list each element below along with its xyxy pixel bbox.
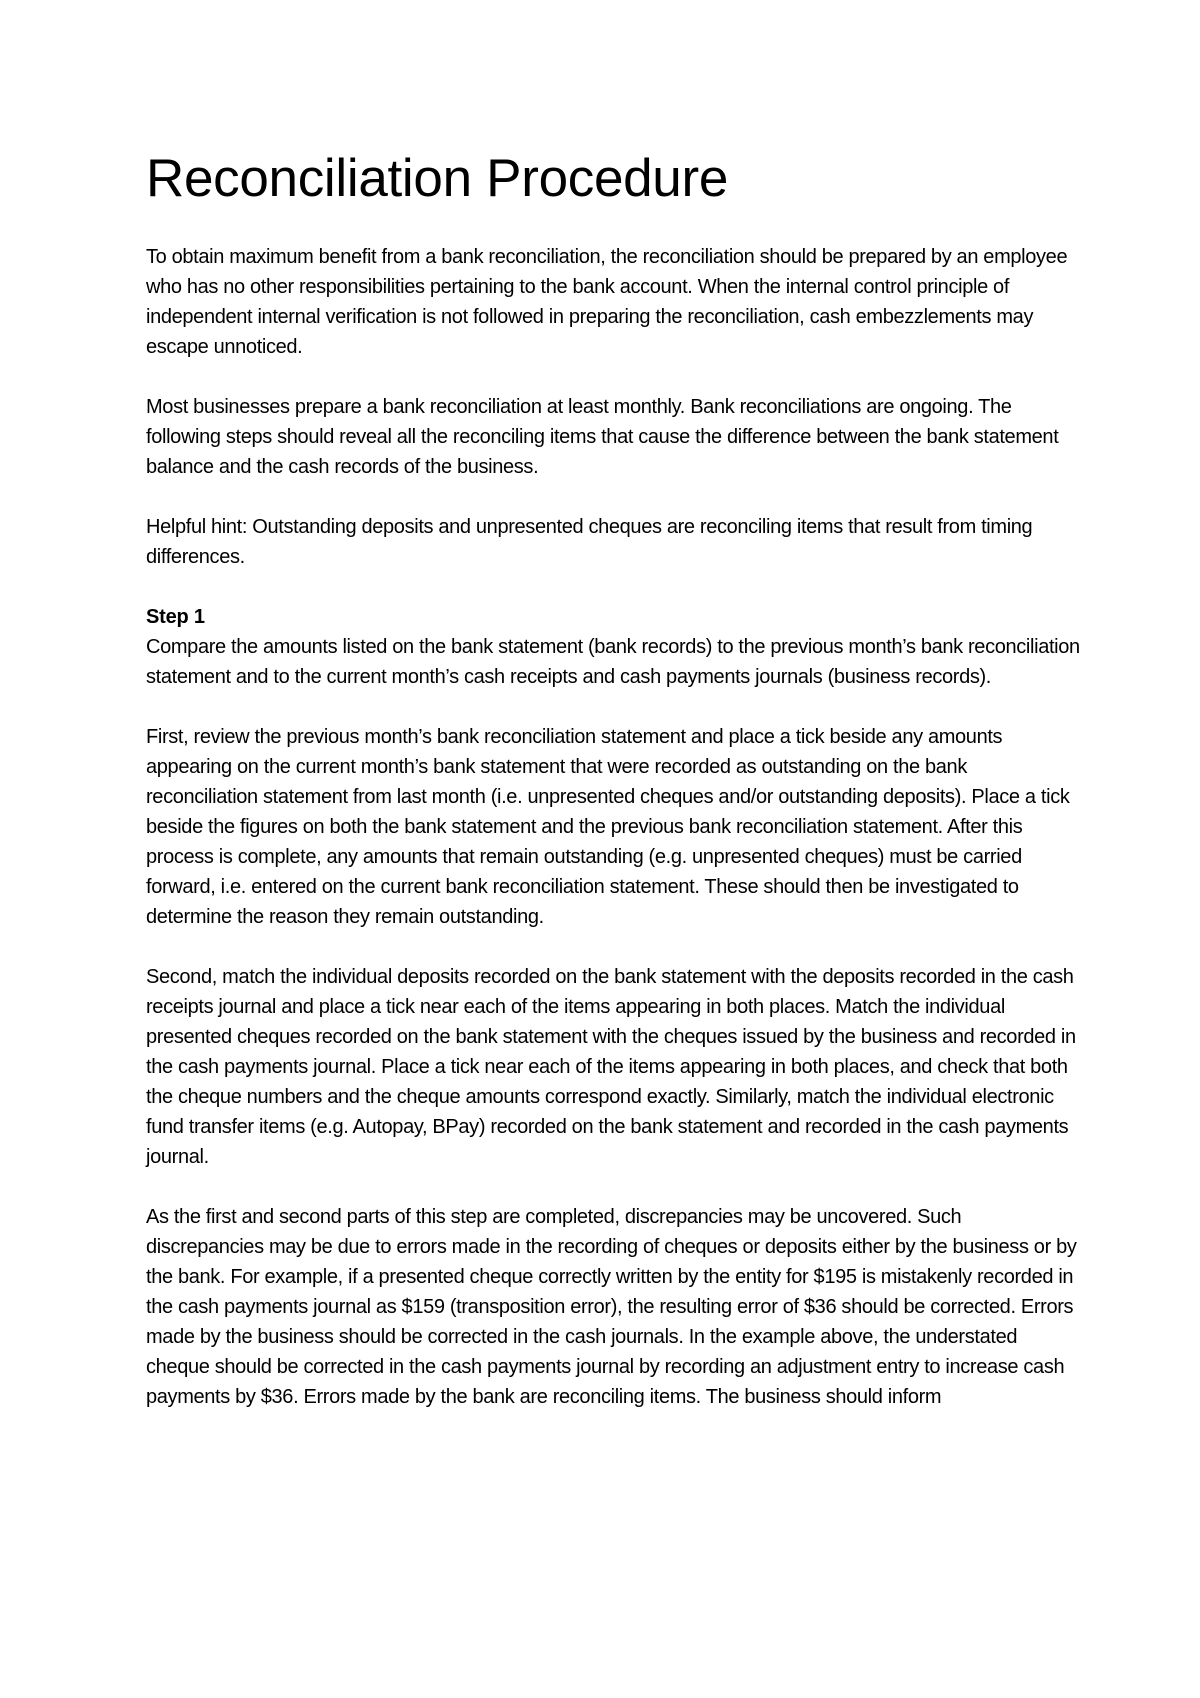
paragraph-monthly-reconciliation: Most businesses prepare a bank reconciliation at least monthly. Bank reconciliations are ongoing. The following steps should reveal all the reconciling items that cause the difference between the bank statement balance and the cash records of the business. <box>146 396 1059 478</box>
paragraph-reviewer-independence: To obtain maximum benefit from a bank reconciliation, the reconciliation should be prepared by an employee who has no other responsibilities pertaining to the bank account. When the internal control principle of independent internal verification is not followed in preparing the reconciliation, cash embezzlements may escape unnoticed. <box>146 246 1068 358</box>
paragraph-first-review: First, review the previous month’s bank reconciliation statement and place a tick beside any amounts appearing on the current month’s bank statement that were recorded as outstanding on the bank reconciliation statement from last month (i.e. unpresented cheques and/or outstanding deposits). Place a tick beside the figures on both the bank statement and the previous bank reconciliation statement. After this process is complete, any amounts that remain outstanding (e.g. unpresented cheques) must be carried forward, i.e. entered on the current bank reconciliation statement. These should then be investigated to determine the reason they remain outstanding. <box>146 726 1070 928</box>
document-page <box>146 0 1081 1698</box>
document-body <box>146 242 1081 1412</box>
paragraph-helpful-hint: Helpful hint: Outstanding deposits and unpresented cheques are reconciling items that result from timing differences. <box>146 516 1033 568</box>
paragraph-step-1-compare: Compare the amounts listed on the bank statement (bank records) to the previous month’s bank reconciliation statement and to the current month’s cash receipts and cash payments journals (business records). <box>146 636 1080 688</box>
paragraph-discrepancies: As the first and second parts of this step are completed, discrepancies may be uncovered. Such discrepancies may be due to errors made in the recording of cheques or deposits either by the business or by the bank. For example, if a presented cheque correctly written by the entity for $195 is mistakenly recorded in the cash payments journal as $159 (transposition error), the resulting error of $36 should be corrected. Errors made by the business should be corrected in the cash journals. In the example above, the understated cheque should be corrected in the cash payments journal by recording an adjustment entry to increase cash payments by $36. Errors made by the bank are reconciling items. The business should inform <box>146 1206 1077 1408</box>
document-title: Reconciliation Procedure <box>146 149 729 208</box>
paragraph-second-match: Second, match the individual deposits recorded on the bank statement with the deposits recorded in the cash receipts journal and place a tick near each of the items appearing in both places. Match the individual presented cheques recorded on the bank statement with the cheques issued by the business and recorded in the cash payments journal. Place a tick near each of the items appearing in both places, and check that both the cheque numbers and the cheque amounts correspond exactly. Similarly, match the individual electronic fund transfer items (e.g. Autopay, BPay) recorded on the bank statement and recorded in the cash payments journal. <box>146 966 1076 1168</box>
step-1-heading: Step 1 <box>146 606 205 628</box>
